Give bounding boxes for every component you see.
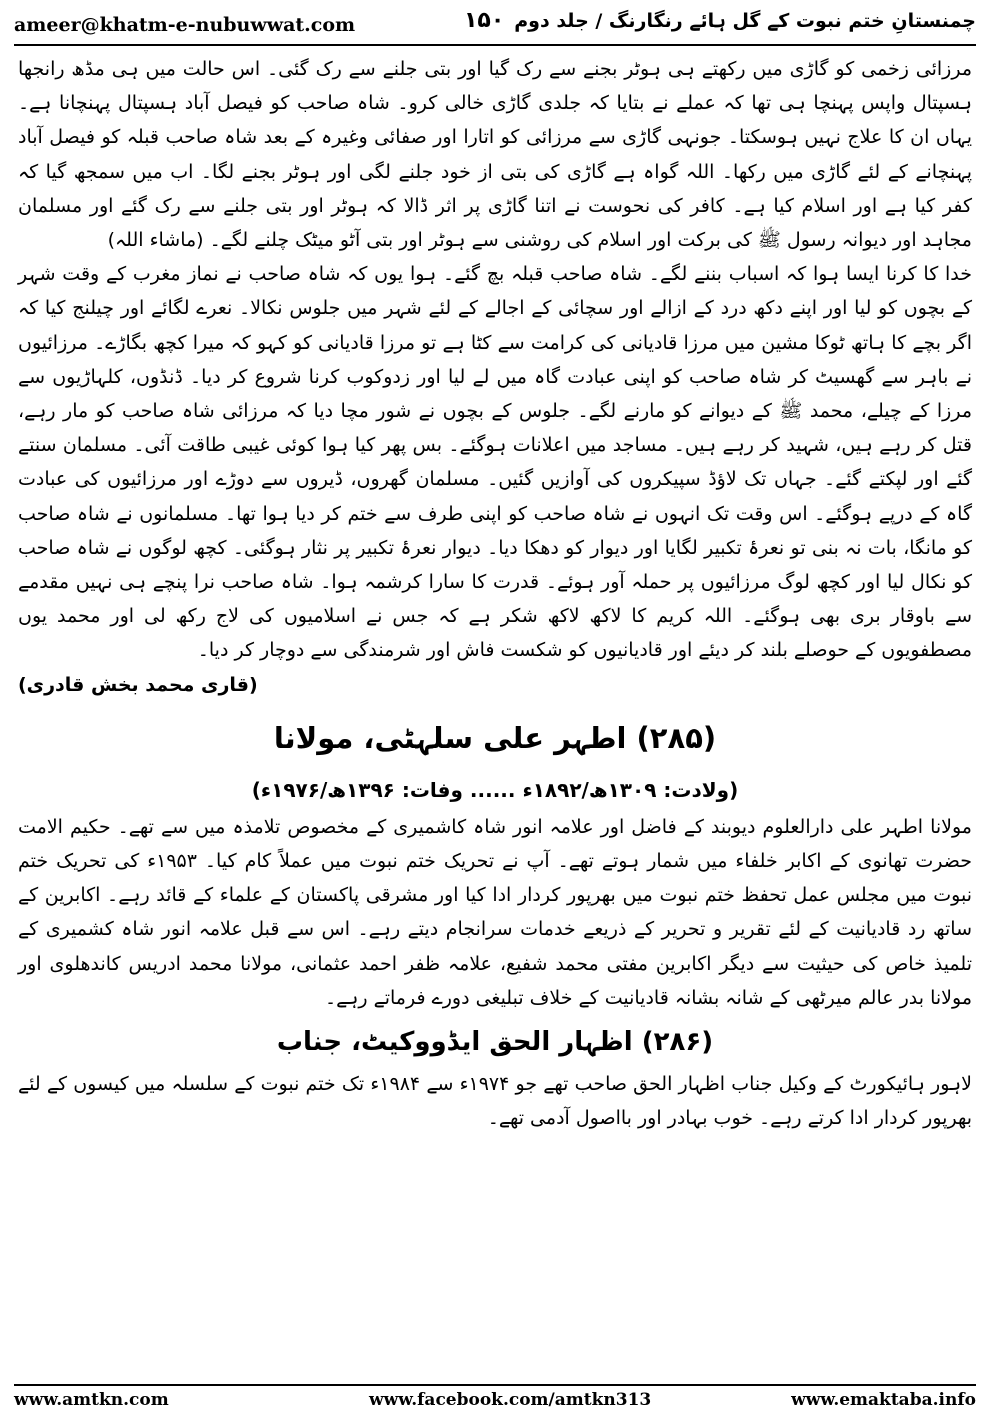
page-footer <box>14 1390 976 1416</box>
section-heading-285: (۲۸۵) اطہر علی سلہٹی، مولانا <box>273 720 717 755</box>
footer-divider <box>14 1384 976 1386</box>
page-body <box>18 52 972 1135</box>
header-email[interactable]: ameer@khatm-e-nubuwwat.com <box>14 14 356 36</box>
header-divider <box>14 44 976 46</box>
book-title: چمنستانِ ختم نبوت کے گل ہائے رنگارنگ / جلد دوم <box>514 10 976 32</box>
author-credit: (قاری محمد بخش قادری) <box>18 673 258 696</box>
footer-link-facebook[interactable]: www.facebook.com/amtkn313 <box>369 1390 652 1410</box>
section-dates-285: (ولادت: ۱۳۰۹ھ/۱۸۹۲ء ...... وفات: ۱۳۹۶ھ/۱۹۷۶ء) <box>251 777 739 802</box>
paragraph-procession-story: خدا کا کرنا ایسا ہوا کہ اسباب بننے لگے۔ شاہ صاحب قبلہ بچ گئے۔ ہوا یوں کہ شاہ صاحب نے نماز مغرب کے وقت شہر کے بچوں کو لیا اور اپنے دکھ درد کے ازالے اور سچائی کے اجالے کے لئے شہر میں جلوس نکالا۔ نعرے لگائے اور چیلنج کیا کہ اگر بچے کا ہاتھ ٹوکا مشین میں مرزا قادیانی کی کرامت سے کٹا ہے تو مرزا قادیانی کو کہو کہ میرا کچھ بگاڑے۔ مرزائیوں نے باہر سے گھسیٹ کر شاہ صاحب کو اپنی عبادت گاہ میں لے لیا اور زدوکوب کرنا شروع کر دیا۔ ڈنڈوں، کلہاڑیوں سے مرزا کے چیلے، محمد ﷺ کے دیوانے کو مارنے لگے۔ جلوس کے بچوں نے شور مچا دیا کہ مرزائی شاہ صاحب کو مار رہے، قتل کر رہے ہیں، شہید کر رہے ہیں۔ مساجد میں اعلانات ہوگئے۔ بس پھر کیا ہوا کوئی غیبی طاقت آئی۔ مسلمان سنتے گئے اور لپکتے گئے۔ جہاں تک لاؤڈ سپیکروں کی آوازیں گئیں۔ مسلمان گھروں، ڈیروں سے دوڑے اور مرزائیوں کی عبادت گاہ کے درپے ہوگئے۔ اس وقت تک انہوں نے شاہ صاحب کو اپنی طرف سے ختم کر دیا ہوا تھا۔ مسلمانوں نے شاہ صاحب کو مانگا، بات نہ بنی تو نعرۂ تکبیر لگایا اور دیوار کو دھکا دیا۔ دیوار نعرۂ تکبیر پر نثار ہوگئی۔ کچھ لوگوں نے شاہ صاحب کو نکال لیا اور کچھ لوگ مرزائیوں پر حملہ آور ہوئے۔ قدرت کا سارا کرشمہ ہوا۔ شاہ صاحب نرا پنچے ہی نہیں مقدمے سے باوقار بری بھی ہوگئے۔ اللہ کریم کا لاکھ لاکھ شکر ہے کہ جس نے اسلامیوں کی لاج رکھ لی اور محمد یوں مصطفویوں کے حوصلے بلند کر دیئے اور قادیانیوں کو شکست فاش اور شرمندگی سے دوچار کر دیا۔ <box>18 263 972 662</box>
paragraph-ambulance-story: مرزائی زخمی کو گاڑی میں رکھتے ہی ہوٹر بجنے سے رک گیا اور بتی جلنے سے رک گئی۔ اس حالت میں ہی مڈھ رانجھا ہسپتال واپس پہنچا ہی تھا کہ عملے نے بتایا کہ جلدی گاڑی خالی کرو۔ شاہ صاحب کو فیصل آباد ہسپتال پہنچانا ہے۔ یہاں ان کا علاج نہیں ہوسکتا۔ جونہی گاڑی سے مرزائی کو اتارا اور صفائی وغیرہ کے بعد شاہ صاحب قبلہ کو فیصل آباد پہنچانے کے لئے گاڑی میں رکھا۔ اللہ گواہ ہے گاڑی کی بتی از خود جلنے لگی اور ہوٹر بجنے لگا۔ اب میں سمجھ گیا کہ کفر کیا ہے اور اسلام کیا ہے۔ کافر کی نحوست نے اتنا گاڑی پر اثر ڈالا کہ ہوٹر اور بتی جلنے سے رک گئے اور مسلمان مجاہد اور دیوانہ رسول ﷺ کی برکت اور اسلام کی روشنی سے ہوٹر اور بتی آٹو میٹک چلنے لگے۔ (ماشاء اللہ) <box>18 58 972 252</box>
section-heading-286: (۲۸۶) اظہار الحق ایڈووکیٹ، جناب <box>276 1027 714 1058</box>
section-text-285: مولانا اطہر علی دارالعلوم دیوبند کے فاضل اور علامہ انور شاہ کاشمیری کے مخصوص تلامذہ میں سے تھے۔ حکیم الامت حضرت تھانوی کے اکابر خلفاء میں شمار ہوتے تھے۔ آپ نے تحریک ختم نبوت میں عملاً کام کیا۔ ۱۹۵۳ء کی تحریک ختم نبوت میں مجلس عمل تحفظ ختم نبوت میں بھرپور کردار ادا کیا اور مشرقی پاکستان کے علماء کے قائد رہے۔ اکابرین کے ساتھ رد قادیانیت کے لئے تقریر و تحریر کے ذریعے خدمات سرانجام دیتے رہے۔ اس سے قبل علامہ انور شاہ کشمیری کے تلمیذ خاص کی حیثیت سے دیگر اکابرین مفتی محمد شفیع، علامہ ظفر احمد عثمانی، مولانا محمد ادریس کاندھلوی اور مولانا بدر عالم میرٹھی کے شانہ بشانہ قادیانیت کے خلاف تبلیغی دورے فرماتے رہے۔ <box>18 815 972 1009</box>
credit-line <box>18 668 972 702</box>
footer-link-emaktaba[interactable]: www.emaktaba.info <box>791 1390 976 1410</box>
footer-link-amtkn[interactable]: www.amtkn.com <box>14 1390 169 1410</box>
section-text-286: لاہور ہائیکورٹ کے وکیل جناب اظہار الحق صاحب تھے جو ۱۹۷۴ء سے ۱۹۸۴ء تک ختم نبوت کے سلسلہ میں کیسوں کے لئے بھرپور کردار ادا کرتے رہے۔ خوب بہادر اور بااصول آدمی تھے۔ <box>18 1073 972 1130</box>
page-header <box>14 6 976 40</box>
page-number: ۱۵۰ <box>464 8 505 33</box>
